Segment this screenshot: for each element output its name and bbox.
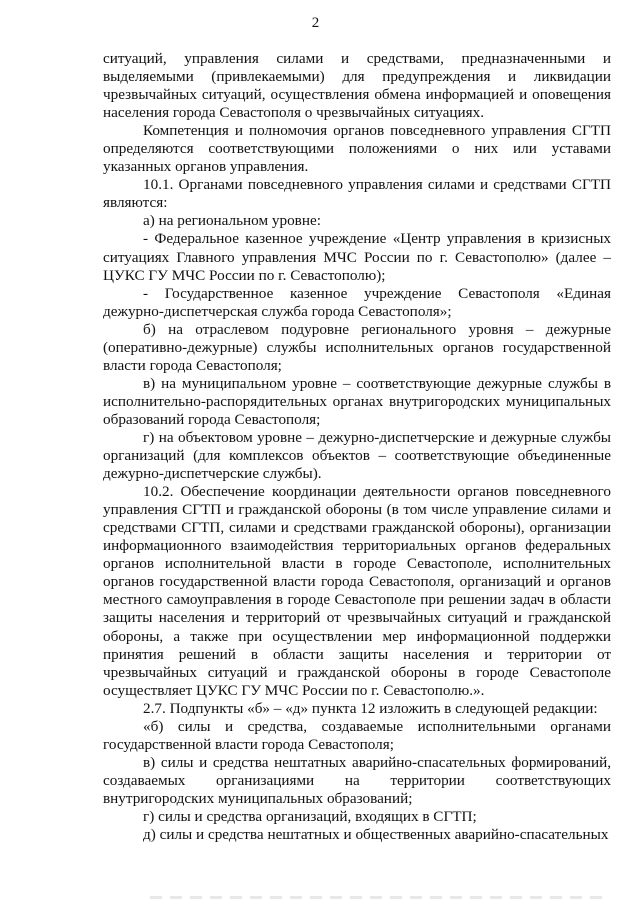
paragraph-item-g: г) силы и средства организаций, входящих в СГТП;	[143, 807, 477, 825]
paragraph-competence: Компетенция и полномочия органов повседневного управления СГТП определяются соответствующими положениями о них или уставами указанных органов управления.	[103, 122, 611, 176]
paragraph-10-1: 10.1. Органами повседневного управления силами и средствами СГТП являются:	[103, 176, 611, 212]
page-number: 2	[311, 15, 320, 31]
paragraph-regional-level: а) на региональном уровне:	[143, 212, 321, 230]
document-body	[103, 50, 611, 844]
paragraph-sectoral-level: б) на отраслевом подуровне регионального уровня – дежурные (оперативно-дежурные) службы исполнительных органов государственной власти города Севастополя;	[103, 320, 611, 374]
paragraph-10-2: 10.2. Обеспечение координации деятельности органов повседневного управления СГТП и гражданской обороны (в том числе управление силами и средствами СГТП, силами и средствами гражданской обороны), организации информационного взаимодействия территориальных органов федеральных органов исполнительной власти в городе Севастополе, исполнительных органов государственной власти города Севастополя, организаций и органов местного самоуправления в городе Севастополе при решении задач в области защиты населения и территорий от чрезвычайных ситуаций и гражданской обороны, а также при осуществлении мер информационной поддержки принятия решений в области защиты населения и территории от чрезвычайных ситуаций и гражданской обороны в городе Севастополе осуществляет ЦУКС ГУ МЧС России по г. Севастополю.».	[103, 483, 611, 699]
paragraph-municipal-level: в) на муниципальном уровне – соответствующие дежурные службы в исполнительно-распорядительных органах внутригородских муниципальных образований города Севастополя;	[103, 374, 611, 428]
paragraph-object-level: г) на объектовом уровне – дежурно-диспетчерские и дежурные службы организаций (для комплексов объектов – соответствующие объединенные дежурно-диспетчерские службы).	[103, 428, 611, 483]
scan-artifact	[150, 896, 610, 899]
paragraph-federal-institution: - Федеральное казенное учреждение «Центр управления в кризисных ситуациях Главного управления МЧС России по г. Севастополю» (далее – ЦУКС ГУ МЧС России по г. Севастополю);	[103, 230, 611, 284]
paragraph-2-7: 2.7. Подпункты «б» – «д» пункта 12 изложить в следующей редакции:	[143, 699, 598, 717]
paragraph-item-v: в) силы и средства нештатных аварийно-спасательных формирований, создаваемых организациями на территории соответствующих внутригородских муниципальных образований;	[103, 753, 611, 807]
paragraph-item-d: д) силы и средства нештатных и общественных аварийно-спасательных	[143, 826, 609, 844]
paragraph-continuation: ситуаций, управления силами и средствами, предназначенными и выделяемыми (привлекаемыми) для предупреждения и ликвидации чрезвычайных ситуаций, осуществления обмена информацией и оповещения населения города Севастополя о чрезвычайных ситуациях.	[103, 50, 611, 122]
paragraph-state-institution: - Государственное казенное учреждение Севастополя «Единая дежурно-диспетчерская служба города Севастополя»;	[103, 284, 611, 320]
paragraph-item-b: «б) силы и средства, создаваемые исполнительными органами государственной власти города Севастополя;	[103, 717, 611, 753]
